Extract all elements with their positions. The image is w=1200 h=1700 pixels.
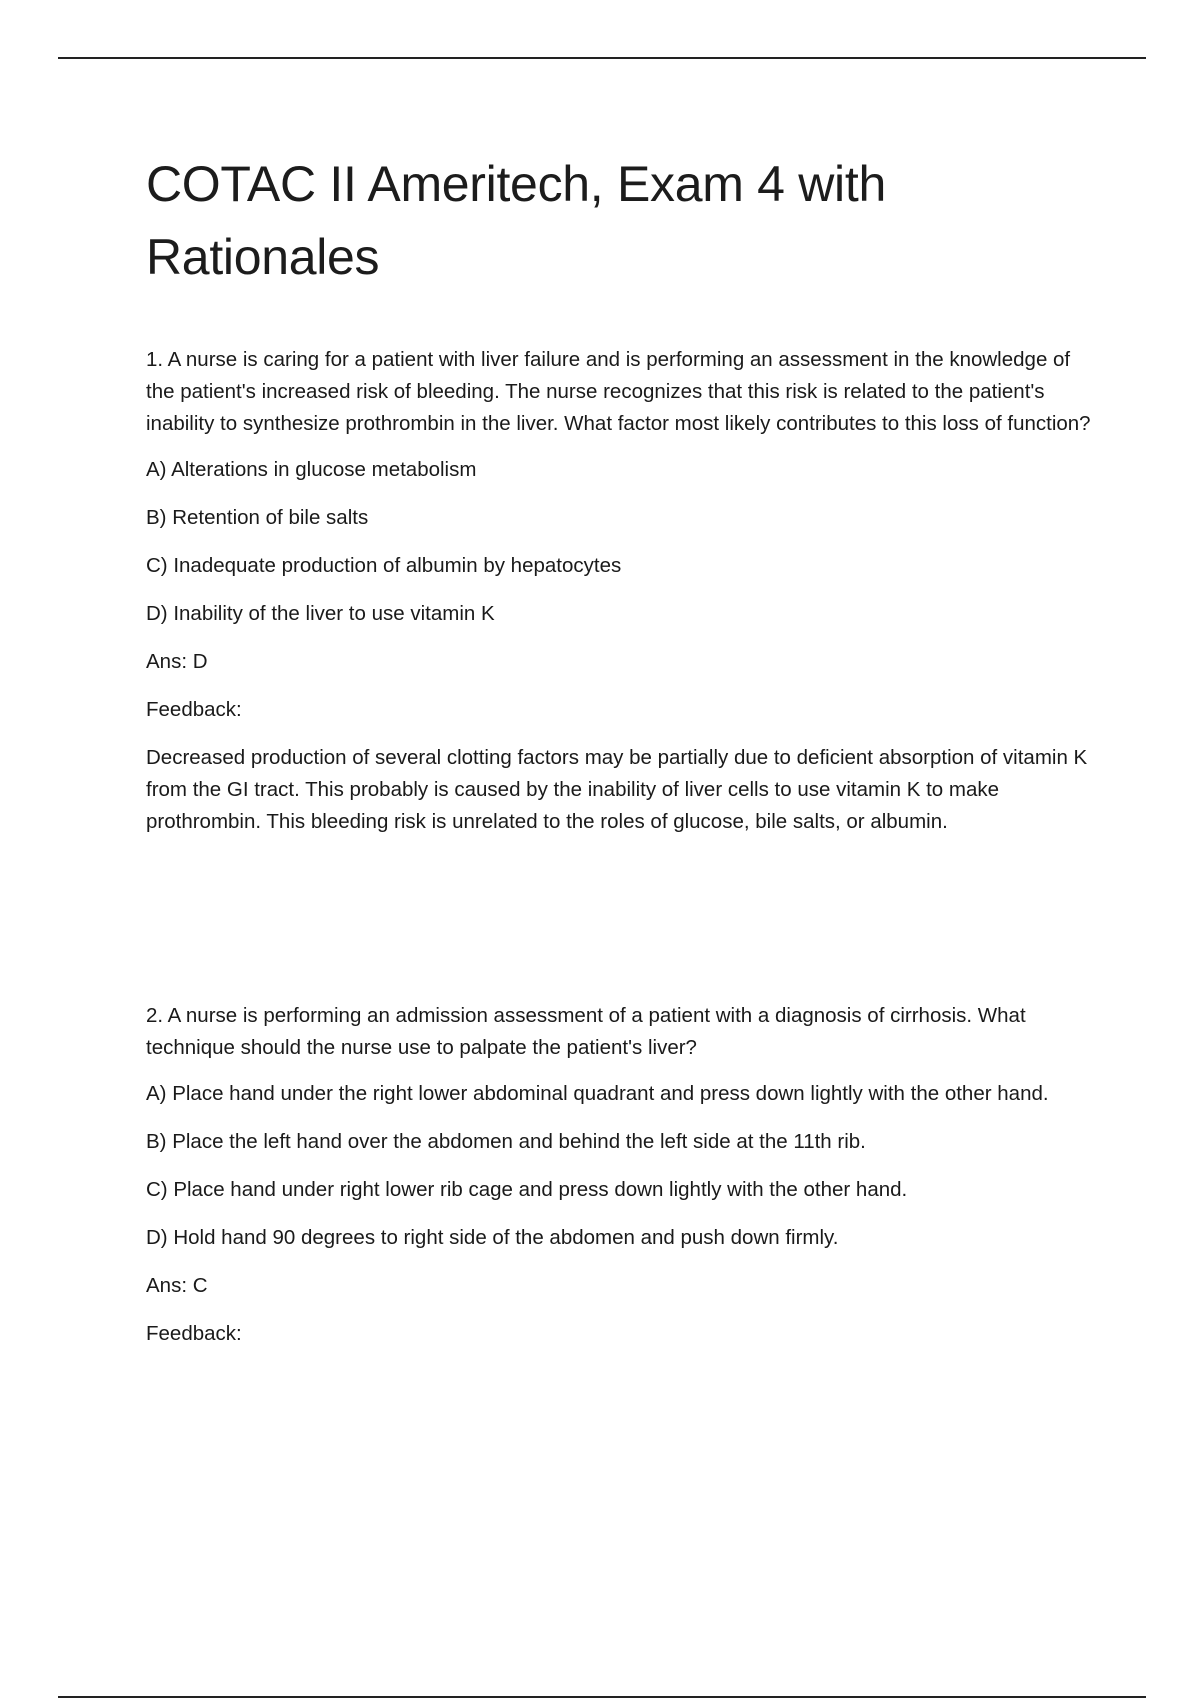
bottom-rule xyxy=(58,1696,1146,1698)
question-1 xyxy=(146,344,1096,838)
document-title: COTAC II Ameritech, Exam 4 with Rationales xyxy=(146,156,886,285)
question-stem: 2. A nurse is performing an admission assessment of a patient with a diagnosis of cirrhosis. What technique should the nurse use to palpate the patient's liver? xyxy=(146,1004,1026,1059)
top-rule xyxy=(58,57,1146,59)
answer-line: Ans: D xyxy=(146,650,208,673)
option-c: C) Inadequate production of albumin by hepatocytes xyxy=(146,554,622,577)
option-d: D) Inability of the liver to use vitamin K xyxy=(146,602,495,625)
feedback-label: Feedback: xyxy=(146,1322,242,1345)
option-a: A) Alterations in glucose metabolism xyxy=(146,458,477,481)
option-b: B) Place the left hand over the abdomen and behind the left side at the 11th rib. xyxy=(146,1130,866,1153)
document-body xyxy=(146,148,1096,1366)
question-spacer xyxy=(146,854,1096,1000)
option-a: A) Place hand under the right lower abdominal quadrant and press down lightly with the other hand. xyxy=(146,1082,1049,1105)
option-b: B) Retention of bile salts xyxy=(146,506,369,529)
feedback-text: Decreased production of several clotting factors may be partially due to deficient absorption of vitamin K from the GI tract. This probably is caused by the inability of liver cells to use vitamin K to make prothrombin. This bleeding risk is unrelated to the roles of glucose, bile salts, or albumin. xyxy=(146,746,1088,833)
question-stem: 1. A nurse is caring for a patient with liver failure and is performing an assessment in the knowledge of the patient's increased risk of bleeding. The nurse recognizes that this risk is related to the patient's inability to synthesize prothrombin in the liver. What factor most likely contributes to this loss of function? xyxy=(146,348,1091,435)
question-2 xyxy=(146,1000,1096,1350)
option-c: C) Place hand under right lower rib cage and press down lightly with the other hand. xyxy=(146,1178,908,1201)
answer-line: Ans: C xyxy=(146,1274,208,1297)
feedback-label: Feedback: xyxy=(146,698,242,721)
option-d: D) Hold hand 90 degrees to right side of the abdomen and push down firmly. xyxy=(146,1226,839,1249)
